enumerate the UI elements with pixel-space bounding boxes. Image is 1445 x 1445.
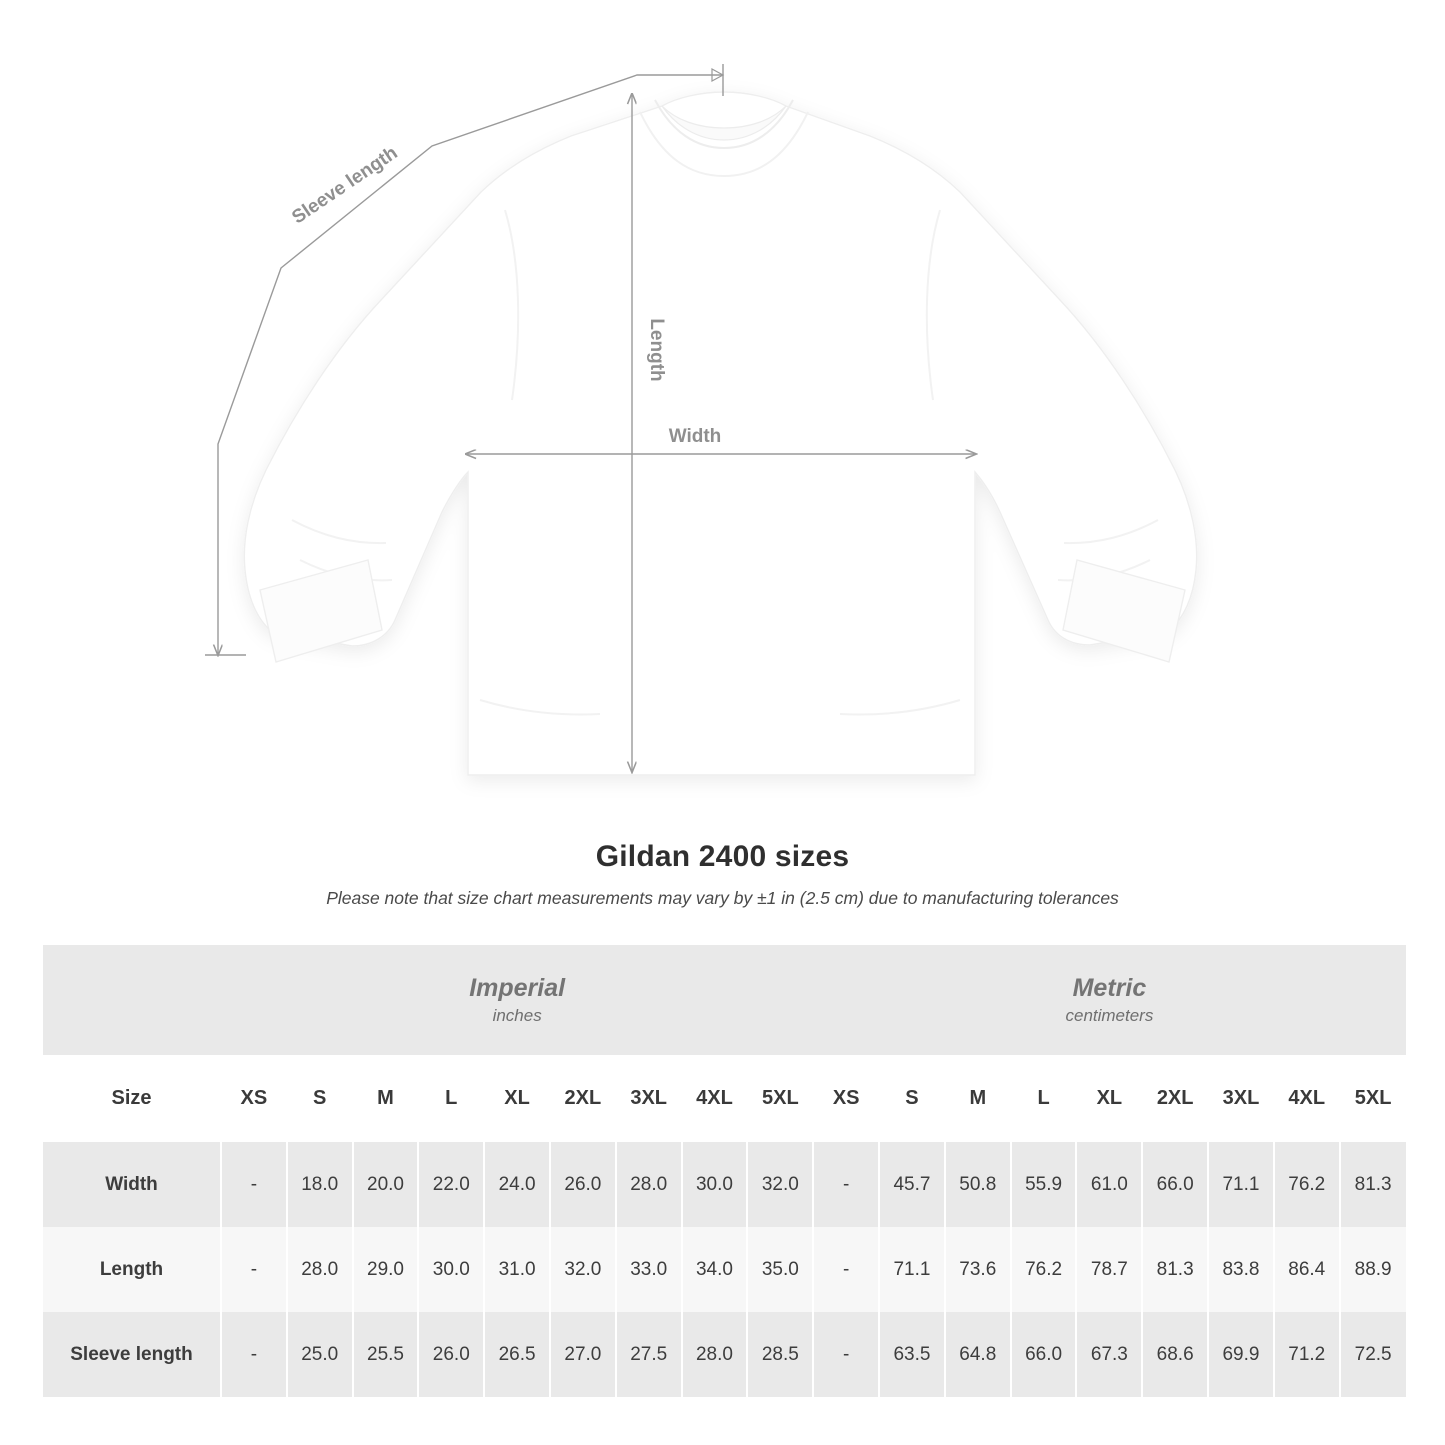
unit-group-metric [813,945,1405,1055]
column-header-m-imperial: M [353,1055,419,1142]
cell-length-14: 81.3 [1142,1227,1208,1312]
cell-width-17: 81.3 [1340,1142,1406,1227]
cell-sleeve-3: 26.0 [418,1312,484,1397]
cell-length-10: 71.1 [879,1227,945,1312]
column-header-xs-imperial: XS [221,1055,287,1142]
unit-spacer-cell [43,945,221,1055]
column-header-4xl-imperial: 4XL [682,1055,748,1142]
table-row [43,1312,1406,1397]
cell-length-9: - [813,1227,879,1312]
cell-length-5: 32.0 [550,1227,616,1312]
cell-width-0: - [221,1142,287,1227]
column-header-m-metric: M [945,1055,1011,1142]
cell-sleeve-15: 69.9 [1208,1312,1274,1397]
unit-group-imperial-name: Imperial [469,974,566,1003]
cell-length-17: 88.9 [1340,1227,1406,1312]
table-row [43,1142,1406,1227]
cell-length-0: - [221,1227,287,1312]
cell-length-11: 73.6 [945,1227,1011,1312]
cell-width-2: 20.0 [353,1142,419,1227]
cell-length-13: 78.7 [1076,1227,1142,1312]
length-label: Length [646,318,667,382]
page-title: Gildan 2400 sizes [595,840,850,873]
cell-width-14: 66.0 [1142,1142,1208,1227]
cell-length-16: 86.4 [1274,1227,1340,1312]
cell-sleeve-16: 71.2 [1274,1312,1340,1397]
cell-width-5: 26.0 [550,1142,616,1227]
cell-length-15: 83.8 [1208,1227,1274,1312]
cell-width-3: 22.0 [418,1142,484,1227]
cell-sleeve-13: 67.3 [1076,1312,1142,1397]
size-chart-table [43,945,1406,1397]
table-row [43,1227,1406,1312]
cell-sleeve-7: 28.0 [682,1312,748,1397]
row-label-width: Width [43,1142,221,1227]
unit-group-imperial-sub: inches [492,1005,542,1025]
cell-width-13: 61.0 [1076,1142,1142,1227]
unit-header-row [43,945,1406,1055]
column-header-xl-metric: XL [1076,1055,1142,1142]
cell-width-9: - [813,1142,879,1227]
column-header-xl-imperial: XL [484,1055,550,1142]
column-header-size: Size [43,1055,221,1142]
cell-length-4: 31.0 [484,1227,550,1312]
cell-sleeve-12: 66.0 [1011,1312,1077,1397]
column-header-4xl-metric: 4XL [1274,1055,1340,1142]
cell-width-12: 55.9 [1011,1142,1077,1227]
column-header-5xl-imperial: 5XL [747,1055,813,1142]
cell-width-15: 71.1 [1208,1142,1274,1227]
cell-width-8: 32.0 [747,1142,813,1227]
cell-length-7: 34.0 [682,1227,748,1312]
tolerance-note: Please note that size chart measurements may vary by ±1 in (2.5 cm) due to manufacturing tolerances [326,888,1119,908]
cell-sleeve-2: 25.5 [353,1312,419,1397]
cell-width-7: 30.0 [682,1142,748,1227]
cell-width-10: 45.7 [879,1142,945,1227]
column-header-xs-metric: XS [813,1055,879,1142]
cell-length-1: 28.0 [287,1227,353,1312]
column-header-2xl-imperial: 2XL [550,1055,616,1142]
column-header-5xl-metric: 5XL [1340,1055,1406,1142]
cell-sleeve-9: - [813,1312,879,1397]
cell-width-11: 50.8 [945,1142,1011,1227]
cell-sleeve-17: 72.5 [1340,1312,1406,1397]
cell-width-1: 18.0 [287,1142,353,1227]
cell-sleeve-1: 25.0 [287,1312,353,1397]
cell-width-4: 24.0 [484,1142,550,1227]
cell-sleeve-0: - [221,1312,287,1397]
cell-sleeve-4: 26.5 [484,1312,550,1397]
column-header-l-metric: L [1011,1055,1077,1142]
cell-sleeve-14: 68.6 [1142,1312,1208,1397]
size-chart-table-container [43,945,1403,1397]
cell-length-8: 35.0 [747,1227,813,1312]
cell-sleeve-10: 63.5 [879,1312,945,1397]
column-header-3xl-imperial: 3XL [616,1055,682,1142]
cell-width-16: 76.2 [1274,1142,1340,1227]
title-block [0,840,1445,909]
width-label: Width [668,426,722,447]
unit-group-metric-name: Metric [1072,974,1147,1003]
unit-group-metric-sub: centimeters [1065,1005,1154,1025]
row-label-sleeve-length: Sleeve length [43,1312,221,1397]
cell-sleeve-6: 27.5 [616,1312,682,1397]
column-header-s-imperial: S [287,1055,353,1142]
cell-sleeve-11: 64.8 [945,1312,1011,1397]
cell-length-6: 33.0 [616,1227,682,1312]
column-header-3xl-metric: 3XL [1208,1055,1274,1142]
column-header-2xl-metric: 2XL [1142,1055,1208,1142]
row-label-length: Length [43,1227,221,1312]
cell-length-2: 29.0 [353,1227,419,1312]
sleeve-length-label: Sleeve length [288,142,402,229]
size-header-row [43,1055,1406,1142]
unit-group-imperial [221,945,813,1055]
cell-length-12: 76.2 [1011,1227,1077,1312]
cell-sleeve-8: 28.5 [747,1312,813,1397]
column-header-s-metric: S [879,1055,945,1142]
cell-length-3: 30.0 [418,1227,484,1312]
column-header-l-imperial: L [418,1055,484,1142]
cell-width-6: 28.0 [616,1142,682,1227]
cell-sleeve-5: 27.0 [550,1312,616,1397]
